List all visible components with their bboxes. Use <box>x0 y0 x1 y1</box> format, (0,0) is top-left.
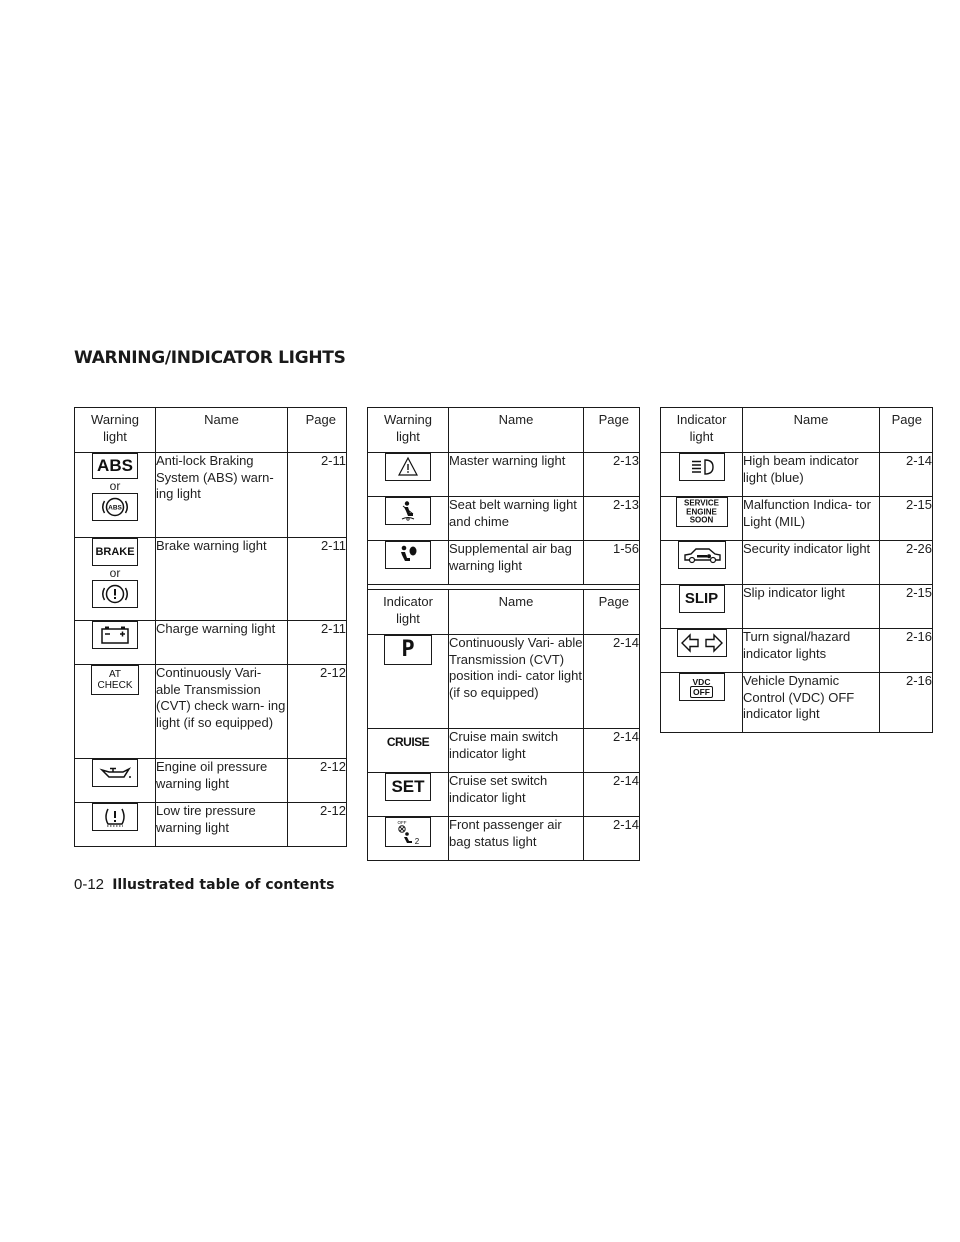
col-header-page: Page <box>584 408 640 453</box>
brake-circle-icon <box>92 580 138 608</box>
airbag-icon <box>385 541 431 569</box>
table-header <box>368 590 640 635</box>
light-name: Charge warning light <box>156 621 288 665</box>
col-header-page: Page <box>288 408 347 453</box>
icon-cell <box>368 817 449 861</box>
icon-cell <box>368 773 449 817</box>
icon-cell <box>368 729 449 773</box>
col-header-indicator-light: Indicator light <box>368 590 449 635</box>
svg-text:OFF: OFF <box>397 820 407 825</box>
page-ref: 2-11 <box>288 621 347 665</box>
page-ref: 2-14 <box>584 817 640 861</box>
light-name: Cruise set switch indicator light <box>449 773 584 817</box>
page-ref: 2-15 <box>880 585 933 629</box>
page-ref: 2-14 <box>880 453 933 497</box>
table-row <box>661 629 933 673</box>
light-name: Low tire pressure warning light <box>156 803 288 847</box>
page-ref: 2-13 <box>584 453 640 497</box>
page-ref: 2-11 <box>288 453 347 538</box>
page-ref: 1-56 <box>584 541 640 585</box>
light-name: Engine oil pressure warning light <box>156 759 288 803</box>
security-car-icon <box>678 541 726 569</box>
table-row <box>75 453 347 538</box>
at-check-icon: AT CHECK <box>91 665 139 695</box>
icon-cell <box>368 635 449 729</box>
col-header-name: Name <box>449 590 584 635</box>
icon-cell <box>661 585 743 629</box>
table-row <box>661 585 933 629</box>
col-header-name: Name <box>743 408 880 453</box>
high-beam-icon <box>679 453 725 481</box>
service-engine-soon-icon: SERVICE ENGINE SOON <box>676 497 728 527</box>
table-row <box>75 538 347 621</box>
col-header-name: Name <box>449 408 584 453</box>
page-ref: 2-14 <box>584 773 640 817</box>
page-ref: 2-12 <box>288 759 347 803</box>
table-row <box>75 759 347 803</box>
battery-icon <box>92 621 138 649</box>
light-name: Supplemental air bag warning light <box>449 541 584 585</box>
page-ref: 2-16 <box>880 673 933 733</box>
light-name: Cruise main switch indicator light <box>449 729 584 773</box>
svg-text:2: 2 <box>414 837 420 846</box>
cvt-position-icon: P <box>384 635 432 665</box>
passenger-airbag-off-icon <box>385 817 431 847</box>
icon-cell <box>368 497 449 541</box>
light-name: High beam indicator light (blue) <box>743 453 880 497</box>
page-ref: 2-26 <box>880 541 933 585</box>
light-name: Continuously Vari- able Transmission (CVT) check warn- ing light (if so equipped) <box>156 665 288 759</box>
page-ref: 2-15 <box>880 497 933 541</box>
table-row <box>368 497 640 541</box>
table-row <box>661 453 933 497</box>
abs-icon: ABS <box>92 453 138 479</box>
col-header-warning-light: Warning light <box>368 408 449 453</box>
table-row <box>368 453 640 497</box>
icon-cell <box>368 541 449 585</box>
warning-lights-table-2 <box>367 407 640 861</box>
table-row <box>75 665 347 759</box>
svg-text:ABS: ABS <box>108 504 122 512</box>
col-header-page: Page <box>584 590 640 635</box>
page-ref: 2-14 <box>584 635 640 729</box>
seat-belt-icon <box>385 497 431 525</box>
icon-cell <box>75 538 156 621</box>
page-ref: 2-12 <box>288 803 347 847</box>
light-name: Slip indicator light <box>743 585 880 629</box>
icon-cell <box>75 803 156 847</box>
footer-title: Illustrated table of contents <box>112 877 335 893</box>
page-ref: 2-13 <box>584 497 640 541</box>
light-name: Anti-lock Braking System (ABS) warn- ing light <box>156 453 288 538</box>
table-row <box>661 541 933 585</box>
icon-cell <box>368 453 449 497</box>
icon-cell <box>661 629 743 673</box>
col-header-indicator-light: Indicator light <box>661 408 743 453</box>
or-label: or <box>109 479 121 493</box>
abs-circle-icon <box>92 493 138 521</box>
table-header <box>75 408 347 453</box>
col-header-page: Page <box>880 408 933 453</box>
page-ref: 2-12 <box>288 665 347 759</box>
page-ref: 2-16 <box>880 629 933 673</box>
table-row <box>661 673 933 733</box>
page-ref: 2-11 <box>288 538 347 621</box>
slip-icon: SLIP <box>679 585 725 613</box>
icon-cell <box>661 453 743 497</box>
light-name: Master warning light <box>449 453 584 497</box>
table-row <box>75 621 347 665</box>
set-icon: SET <box>385 773 431 801</box>
light-name: Front passenger air bag status light <box>449 817 584 861</box>
tire-pressure-icon <box>92 803 138 831</box>
icon-cell <box>75 621 156 665</box>
col-header-warning-light: Warning light <box>75 408 156 453</box>
light-name: Vehicle Dynamic Control (VDC) OFF indicator light <box>743 673 880 733</box>
table-row <box>368 635 640 729</box>
icon-cell <box>75 453 156 538</box>
table-header <box>368 408 640 453</box>
table-row <box>368 541 640 585</box>
light-name: Malfunction Indica- tor Light (MIL) <box>743 497 880 541</box>
icon-cell <box>661 497 743 541</box>
page-ref: 2-14 <box>584 729 640 773</box>
section-title: WARNING/INDICATOR LIGHTS <box>74 348 346 368</box>
icon-cell <box>75 665 156 759</box>
table-header <box>661 408 933 453</box>
table-row <box>368 817 640 861</box>
light-name: Brake warning light <box>156 538 288 621</box>
icon-cell <box>661 673 743 733</box>
table-row <box>368 729 640 773</box>
page-number: 0-12 <box>74 876 105 893</box>
turn-signal-icon <box>677 629 727 657</box>
cruise-icon: CRUISE <box>384 729 432 755</box>
light-name: Continuously Vari- able Transmission (CVT) position indi- cator light (if so equipped) <box>449 635 584 729</box>
or-label: or <box>109 566 121 580</box>
warning-lights-table-1 <box>74 407 347 847</box>
icon-cell <box>661 541 743 585</box>
page-footer <box>74 876 334 893</box>
col-header-name: Name <box>156 408 288 453</box>
vdc-off-icon: VDC OFF <box>679 673 725 701</box>
brake-icon: BRAKE <box>92 538 138 566</box>
light-name: Turn signal/hazard indicator lights <box>743 629 880 673</box>
indicator-lights-table <box>660 407 933 733</box>
icon-cell <box>75 759 156 803</box>
table-row <box>75 803 347 847</box>
oil-can-icon <box>92 759 138 787</box>
table-row <box>368 773 640 817</box>
table-row <box>661 497 933 541</box>
light-name: Security indicator light <box>743 541 880 585</box>
master-warning-icon <box>385 453 431 481</box>
light-name: Seat belt warning light and chime <box>449 497 584 541</box>
